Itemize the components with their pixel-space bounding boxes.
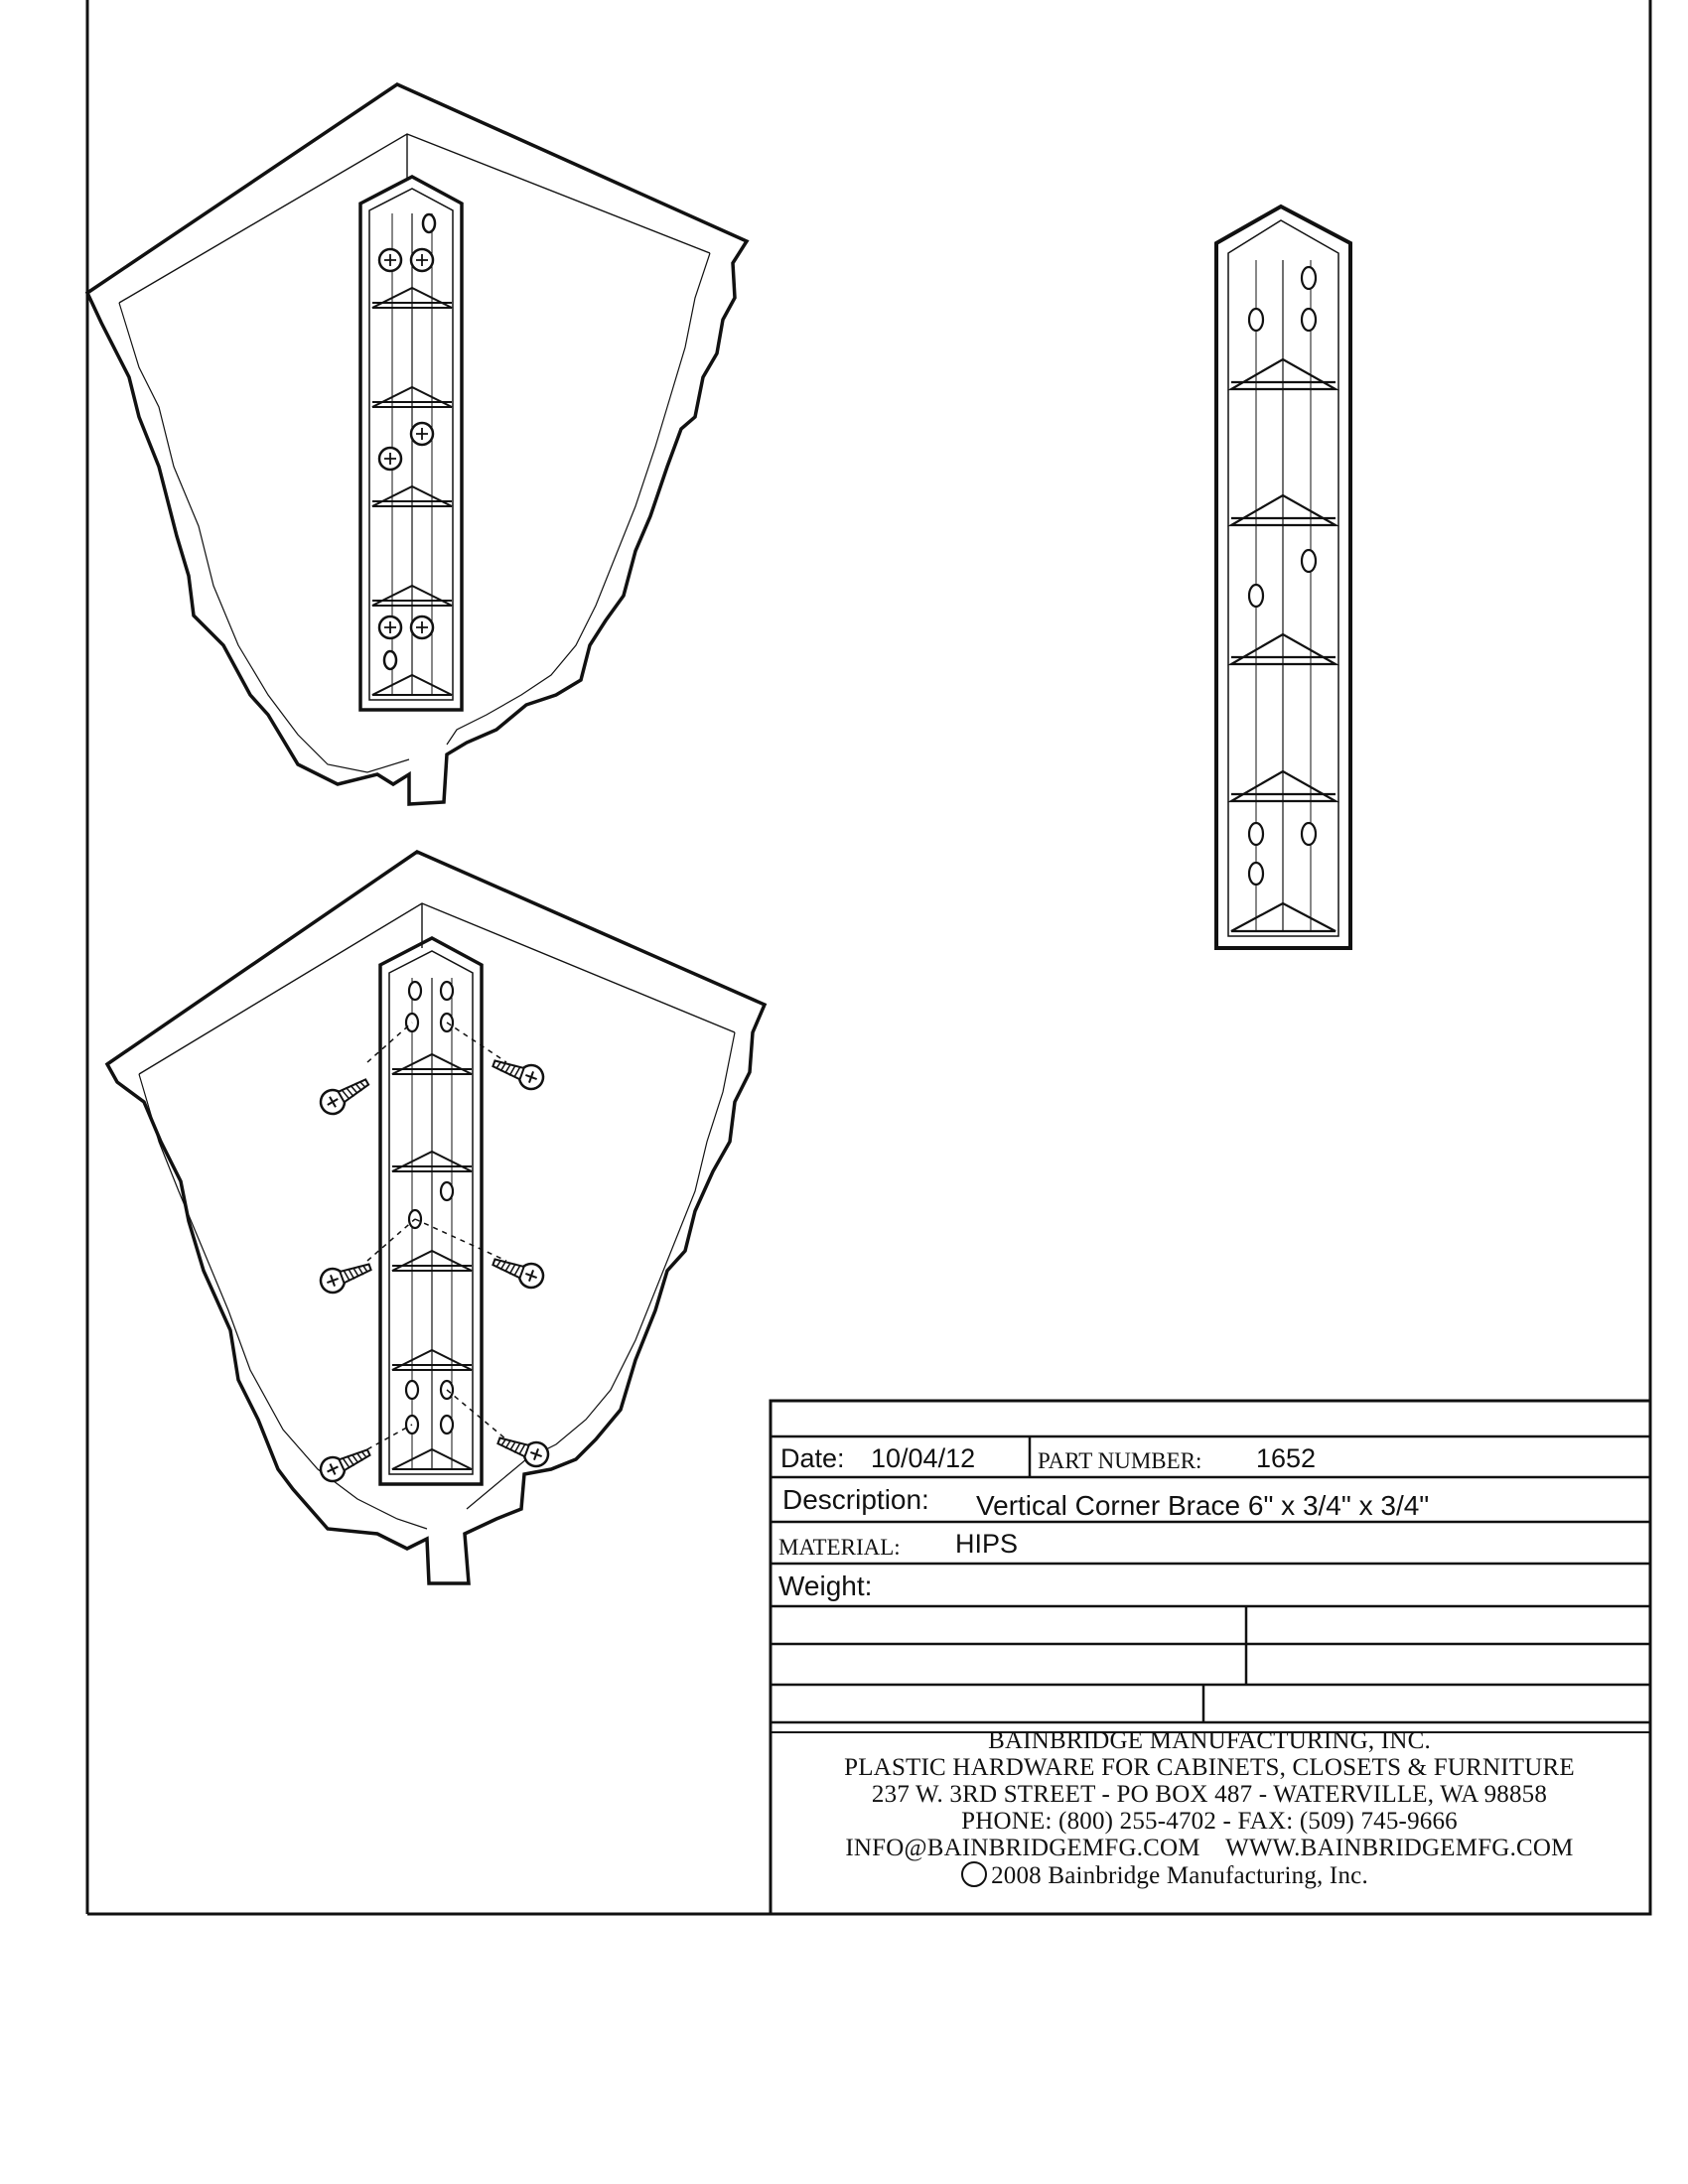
part-number-value: 1652 (1256, 1443, 1317, 1473)
sheet-border (87, 0, 1650, 1914)
copyright-line (683, 1861, 1646, 1889)
brace-part-illustration (1216, 206, 1350, 948)
company-address: 237 W. 3RD STREET - PO BOX 487 - WATERVILLE, WA 98858 (871, 1781, 1548, 1808)
company-phone-fax: PHONE: (800) 255-4702 - FAX: (509) 745-9666 (961, 1808, 1458, 1835)
description-label: Description: (782, 1484, 929, 1515)
copyright-text: 2008 Bainbridge Manufacturing, Inc. (991, 1862, 1368, 1889)
description-value: Vertical Corner Brace 6" x 3/4" x 3/4" (976, 1490, 1430, 1521)
company-email-web: INFO@BAINBRIDGEMFG.COM WWW.BAINBRIDGEMFG.COM (845, 1835, 1574, 1861)
part-number-label: PART NUMBER: (1038, 1448, 1202, 1473)
date-label: Date: (780, 1443, 845, 1473)
copyright-icon (961, 1861, 987, 1887)
material-value: HIPS (955, 1529, 1019, 1559)
company-tagline: PLASTIC HARDWARE FOR CABINETS, CLOSETS & FURNITURE (844, 1754, 1575, 1781)
screw-icons (317, 1052, 552, 1485)
exploded-assembly-illustration (107, 852, 765, 1583)
material-label: MATERIAL: (778, 1535, 901, 1560)
weight-label: Weight: (778, 1570, 873, 1601)
installed-brace-illustration (87, 84, 747, 804)
company-name: BAINBRIDGE MANUFACTURING, INC. (988, 1727, 1431, 1754)
date-value: 10/04/12 (871, 1443, 976, 1473)
company-info (773, 1727, 1646, 1889)
